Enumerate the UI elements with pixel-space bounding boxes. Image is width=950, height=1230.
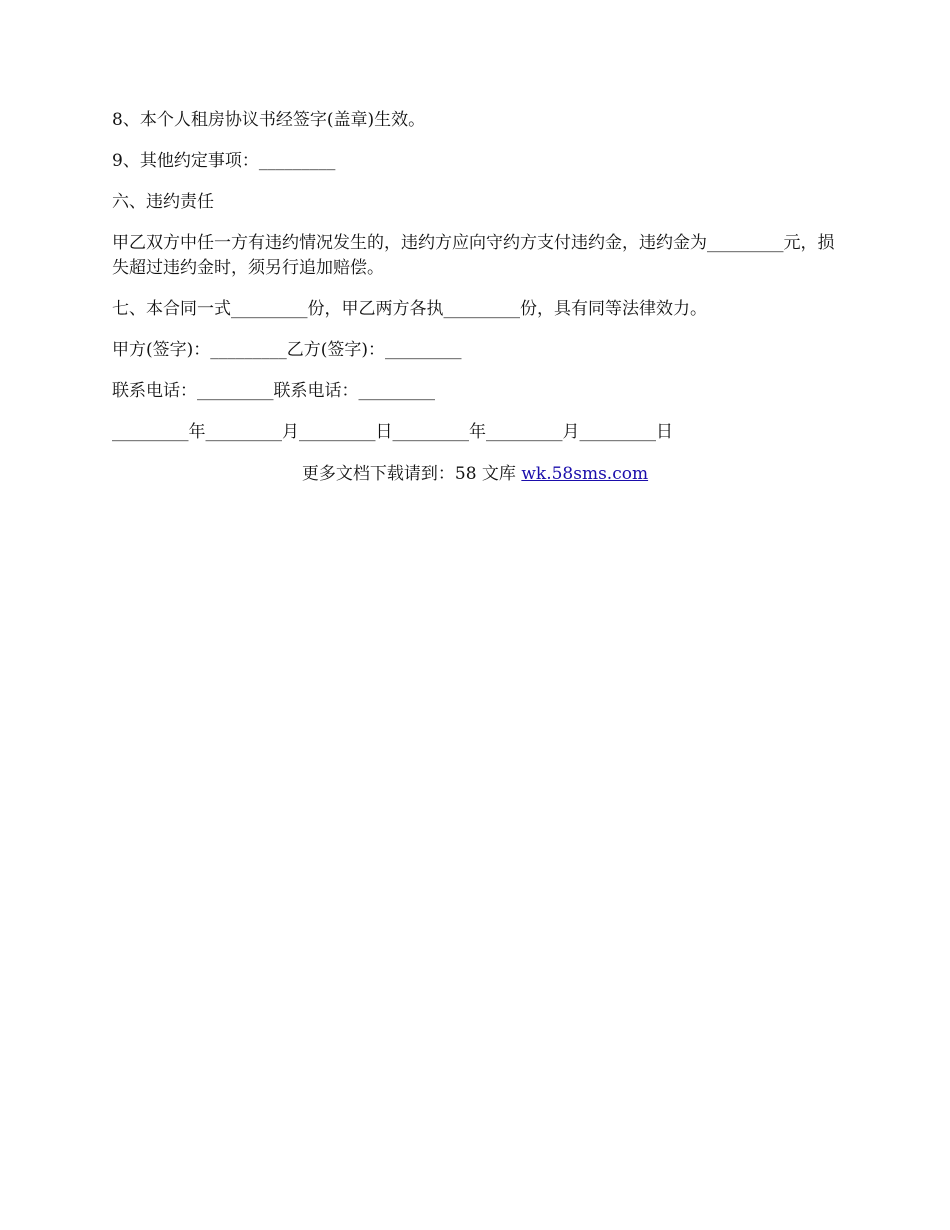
clause-9-other-terms: 9、其他约定事项：_________ <box>112 151 336 171</box>
signature-line: 甲方(签字)：_________乙方(签字)：_________ <box>112 340 462 360</box>
footer-link[interactable]: wk.58sms.com <box>521 464 649 484</box>
breach-liability-text: 甲乙双方中任一方有违约情况发生的，违约方应向守约方支付违约金，违约金为_________元，损失超过违约金时，须另行追加赔偿。 <box>112 233 835 278</box>
download-footer <box>0 462 950 487</box>
date-line: _________年_________月_________日_________年_________月_________日 <box>112 422 673 442</box>
footer-text: 更多文档下载请到：58 文库 <box>301 464 522 484</box>
section-copies: 七、本合同一式_________份，甲乙两方各执_________份，具有同等法律效力。 <box>112 299 707 319</box>
section-heading-breach: 六、违约责任 <box>112 192 214 212</box>
clause-8: 8、本个人租房协议书经签字(盖章)生效。 <box>112 110 426 130</box>
contact-phone-line: 联系电话：_________联系电话：_________ <box>112 381 435 401</box>
document-body <box>112 108 842 461</box>
